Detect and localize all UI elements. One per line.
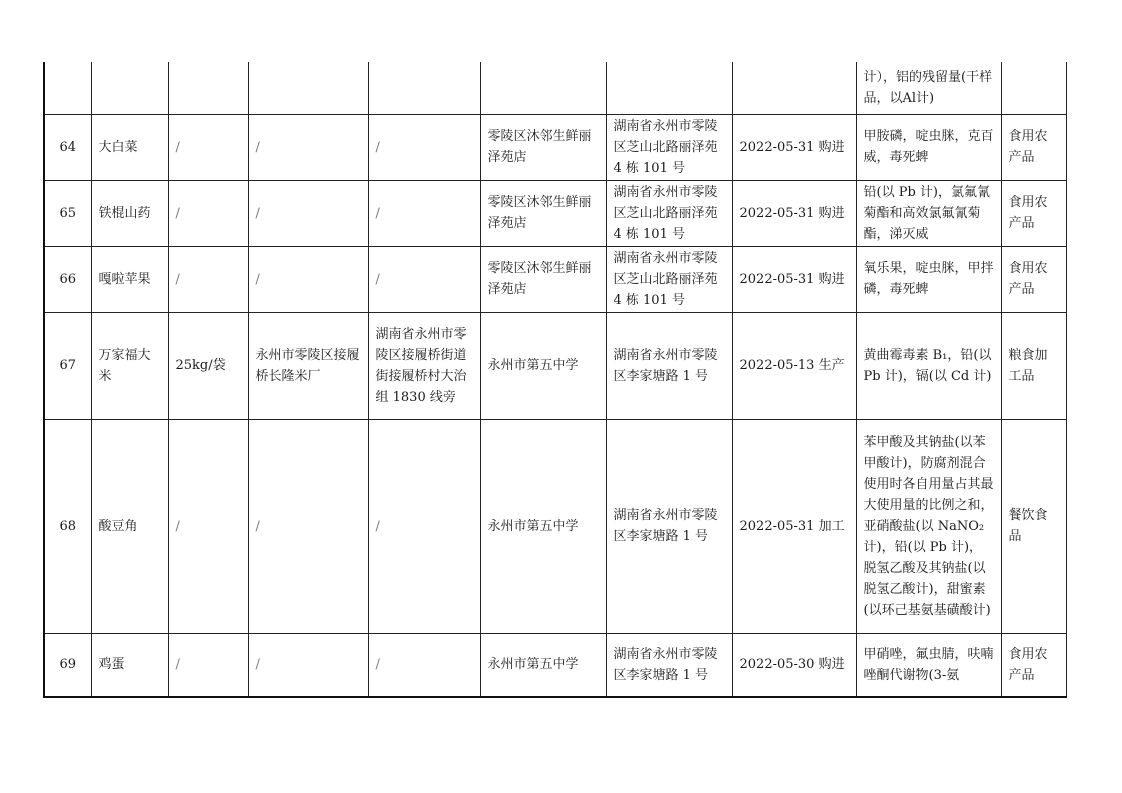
sampled-unit-cell: 零陵区沐邻生鲜丽泽苑店 [480, 246, 606, 312]
sampled-unit-address-cell: 湖南省永州市零陵区李家塘路 1 号 [606, 419, 732, 633]
manufacturer-address-cell: / [368, 633, 480, 697]
row-number-cell [44, 62, 91, 114]
manufacturer-address-cell: / [368, 114, 480, 180]
category-cell: 食用农产品 [1001, 114, 1066, 180]
row-number-cell: 69 [44, 633, 91, 697]
spec-cell: / [168, 633, 248, 697]
sample-name-cell: 嘎啦苹果 [91, 246, 168, 312]
test-items-cell: 苯甲酸及其钠盐(以苯甲酸计)，防腐剂混合使用时各自用量占其最大使用量的比例之和，亚硝酸盐(以 NaNO₂计)，铅(以 Pb 计)，脱氢乙酸及其钠盐(以脱氢乙酸计)，甜蜜素(以环己基氨基磺酸计) [856, 419, 1001, 633]
manufacturer-address-cell: 湖南省永州市零陵区接履桥街道街接履桥村大治组 1830 线旁 [368, 312, 480, 419]
row-number-cell: 64 [44, 114, 91, 180]
sampled-unit-cell: 永州市第五中学 [480, 633, 606, 697]
manufacturer-address-cell: / [368, 419, 480, 633]
spec-cell: / [168, 246, 248, 312]
date-cell: 2022-05-30 购进 [732, 633, 856, 697]
category-cell: 粮食加工品 [1001, 312, 1066, 419]
test-items-cell: 甲硝唑，氟虫腈，呋喃唑酮代谢物(3-氨 [856, 633, 1001, 697]
test-items-cell: 甲胺磷，啶虫脒，克百威，毒死蜱 [856, 114, 1001, 180]
manufacturer-address-cell: / [368, 180, 480, 246]
table-row [44, 419, 1066, 633]
category-cell [1001, 62, 1066, 114]
manufacturer-cell: / [248, 419, 368, 633]
date-cell: 2022-05-31 购进 [732, 114, 856, 180]
sample-name-cell: 鸡蛋 [91, 633, 168, 697]
date-cell: 2022-05-31 加工 [732, 419, 856, 633]
test-items-cell: 氧乐果，啶虫脒，甲拌磷，毒死蜱 [856, 246, 1001, 312]
test-items-cell: 计），铝的残留量(干样品，以Al计) [856, 62, 1001, 114]
sampled-unit-address-cell: 湖南省永州市零陵区李家塘路 1 号 [606, 312, 732, 419]
test-items-cell: 黄曲霉毒素 B₁，铅(以 Pb 计)，镉(以 Cd 计) [856, 312, 1001, 419]
sampled-unit-cell: 永州市第五中学 [480, 419, 606, 633]
sampled-unit-cell: 零陵区沐邻生鲜丽泽苑店 [480, 114, 606, 180]
spec-cell [168, 62, 248, 114]
sampled-unit-address-cell: 湖南省永州市零陵区芝山北路丽泽苑 4 栋 101 号 [606, 114, 732, 180]
sample-name-cell: 酸豆角 [91, 419, 168, 633]
category-cell: 食用农产品 [1001, 180, 1066, 246]
date-cell [732, 62, 856, 114]
sample-name-cell: 铁棍山药 [91, 180, 168, 246]
sampled-unit-address-cell: 湖南省永州市零陵区芝山北路丽泽苑 4 栋 101 号 [606, 246, 732, 312]
spec-cell: / [168, 114, 248, 180]
sampled-unit-address-cell: 湖南省永州市零陵区芝山北路丽泽苑 4 栋 101 号 [606, 180, 732, 246]
manufacturer-cell: / [248, 180, 368, 246]
spec-cell: / [168, 419, 248, 633]
row-number-cell: 65 [44, 180, 91, 246]
category-cell: 食用农产品 [1001, 246, 1066, 312]
manufacturer-cell: 永州市零陵区接履桥长隆米厂 [248, 312, 368, 419]
table-body [44, 62, 1066, 697]
row-number-cell: 67 [44, 312, 91, 419]
table-row [44, 114, 1066, 180]
sample-name-cell [91, 62, 168, 114]
manufacturer-cell: / [248, 114, 368, 180]
row-number-cell: 68 [44, 419, 91, 633]
row-number-cell: 66 [44, 246, 91, 312]
table-row [44, 246, 1066, 312]
sampled-unit-cell: 永州市第五中学 [480, 312, 606, 419]
sampling-results-table [43, 62, 1067, 698]
table-row [44, 312, 1066, 419]
sampled-unit-cell: 零陵区沐邻生鲜丽泽苑店 [480, 180, 606, 246]
sample-name-cell: 万家福大米 [91, 312, 168, 419]
date-cell: 2022-05-13 生产 [732, 312, 856, 419]
table-row [44, 180, 1066, 246]
category-cell: 餐饮食品 [1001, 419, 1066, 633]
sampled-unit-address-cell: 湖南省永州市零陵区李家塘路 1 号 [606, 633, 732, 697]
spec-cell: / [168, 180, 248, 246]
sample-name-cell: 大白菜 [91, 114, 168, 180]
manufacturer-cell: / [248, 633, 368, 697]
table-row [44, 62, 1066, 114]
sampled-unit-address-cell [606, 62, 732, 114]
category-cell: 食用农产品 [1001, 633, 1066, 697]
spec-cell: 25kg/袋 [168, 312, 248, 419]
test-items-cell: 铅(以 Pb 计)，氯氟氰菊酯和高效氯氟氰菊酯，涕灭威 [856, 180, 1001, 246]
date-cell: 2022-05-31 购进 [732, 246, 856, 312]
date-cell: 2022-05-31 购进 [732, 180, 856, 246]
manufacturer-address-cell: / [368, 246, 480, 312]
manufacturer-cell: / [248, 246, 368, 312]
table-row [44, 633, 1066, 697]
sampled-unit-cell [480, 62, 606, 114]
manufacturer-cell [248, 62, 368, 114]
manufacturer-address-cell [368, 62, 480, 114]
